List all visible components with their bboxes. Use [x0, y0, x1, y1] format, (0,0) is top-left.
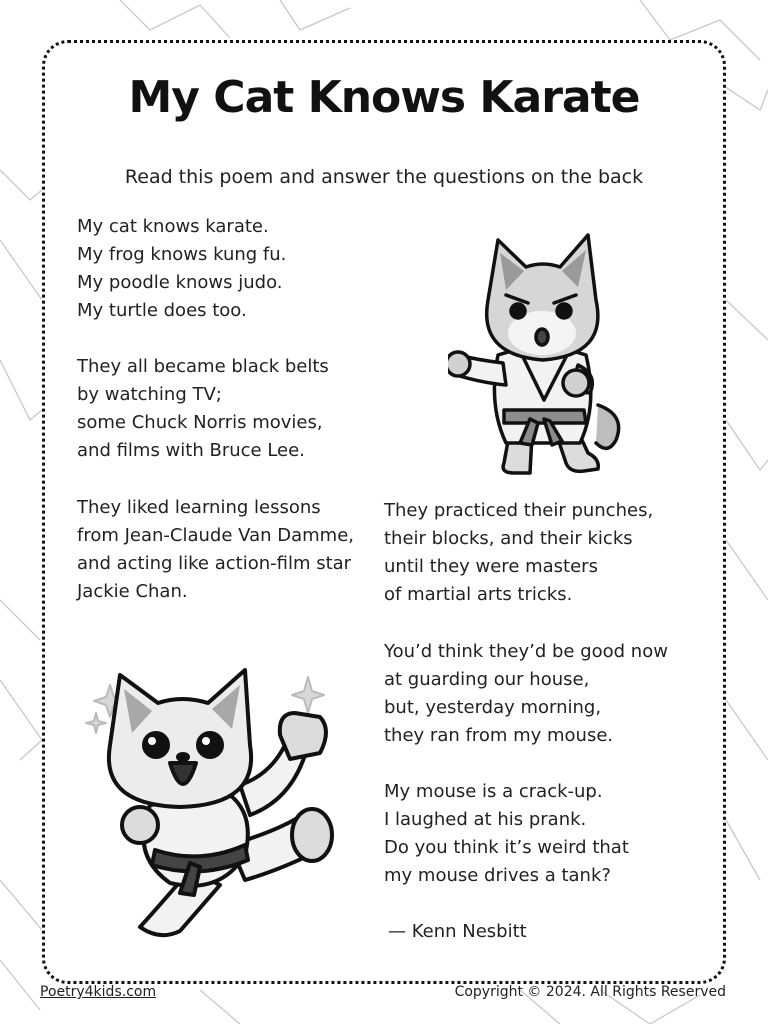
poem-line: They liked learning lessons — [77, 497, 321, 518]
poem-line: of martial arts tricks. — [384, 584, 573, 605]
poem-line: My frog knows kung fu. — [77, 244, 287, 265]
karate-cat-kick-icon — [80, 655, 345, 945]
poem-line: my mouse drives a tank? — [384, 865, 611, 886]
copyright-text: Copyright © 2024. All Rights Reserved — [454, 984, 726, 1000]
poem-line: Do you think it’s weird that — [384, 837, 629, 858]
site-link[interactable]: Poetry4kids.com — [40, 984, 157, 1000]
stanza-1 — [77, 213, 286, 325]
poem-line: Jackie Chan. — [77, 581, 188, 602]
stanza-5 — [384, 638, 668, 750]
poem-line: by watching TV; — [77, 384, 222, 405]
poem-line: they ran from my mouse. — [384, 725, 614, 746]
poem-title: My Cat Knows Karate — [128, 72, 640, 123]
stanza-6 — [384, 778, 629, 890]
poem-line: My mouse is a crack-up. — [384, 781, 603, 802]
poem-line: My poodle knows judo. — [77, 272, 283, 293]
poem-line: until they were masters — [384, 556, 598, 577]
poem-line: My cat knows karate. — [77, 216, 269, 237]
poem-line: their blocks, and their kicks — [384, 528, 633, 549]
poem-line: at guarding our house, — [384, 669, 590, 690]
poem-line: My turtle does too. — [77, 300, 247, 321]
stanza-3 — [77, 494, 354, 606]
poem-line: from Jean-Claude Van Damme, — [77, 525, 354, 546]
poem-line: I laughed at his prank. — [384, 809, 587, 830]
stanza-4 — [384, 497, 653, 609]
karate-cat-punch-icon — [448, 215, 628, 485]
poem-line: They all became black belts — [77, 356, 329, 377]
poem-line: You’d think they’d be good now — [384, 641, 668, 662]
poem-line: and films with Bruce Lee. — [77, 440, 305, 461]
poem-line: but, yesterday morning, — [384, 697, 602, 718]
poem-line: some Chuck Norris movies, — [77, 412, 323, 433]
poem-line: They practiced their punches, — [384, 500, 654, 521]
poem-line: and acting like action-film star — [77, 553, 352, 574]
instructions-text: Read this poem and answer the questions on the back — [124, 166, 644, 188]
poem-author: — Kenn Nesbitt — [388, 921, 527, 942]
stanza-2 — [77, 353, 329, 465]
